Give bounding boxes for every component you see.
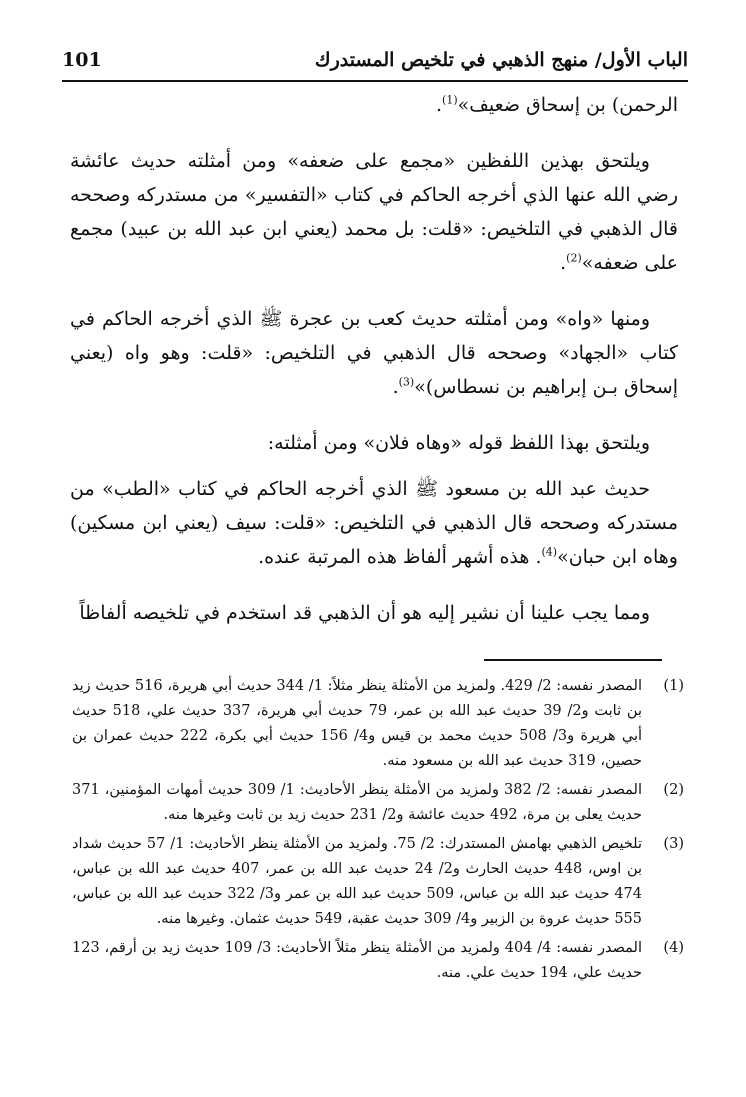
- paragraph-1-text: الرحمن) بن إسحاق ضعيف»: [457, 94, 678, 116]
- footnote: [72, 832, 684, 932]
- footnote-text: تلخيص الذهبي بهامش المستدرك: 2/ 75. ولمزيد من الأمثلة ينظر الأحاديث: 1/ 57 حديث شداد بن اوس، 448 حديث الحارث و2/ 24 حديث عبد الله بن عمر، 407 حديث عبد الله بن عباس، 474 حديث عبد الله بن عباس، 509 حديث عبد الله بن عمر و3/ 322 حديث عبد الله بن عباس، 555 حديث عروة بن الزبير و4/ 309 حديث عقبة، 549 حديث عثمان. وغيرها منه.: [72, 836, 643, 927]
- footnote-divider: [484, 659, 662, 661]
- paragraph-5-text: حديث عبد الله بن مسعود ﷺ الذي أخرجه الحاكم في كتاب «الطب» من مستدركه وصححه قال الذهبي في التلخيص: «قلت: سيف (يعني ابن مسكين) وهاه ابن حبان»: [70, 478, 678, 568]
- paragraph-5-tail: . هذه أشهر ألفاظ هذه المرتبة عنده.: [258, 546, 542, 568]
- paragraph-4: [70, 426, 678, 460]
- paragraph-3-text: ومنها «واه» ومن أمثلته حديث كعب بن عجرة ﷺ الذي أخرجه الحاكم في كتاب «الجهاد» وصححه قال الذهبي في التلخيص: «قلت: وهو واه (يعني إسحاق بـن إبراهيم بن نسطاس)»: [70, 308, 678, 398]
- paragraph-4-text: ويلتحق بهذا اللفظ قوله «وهاه فلان» ومن أمثلته:: [267, 432, 650, 454]
- footnote-ref-4: (4): [541, 545, 558, 559]
- footnote: [72, 778, 684, 828]
- footnote-text: المصدر نفسه: 4/ 404 ولمزيد من الأمثلة ينظر مثلاً الأحاديث: 3/ 109 حديث زيد بن أرقم، 123 حديث علي، 194 حديث علي. منه.: [72, 940, 643, 981]
- paragraph-3: ومنها «واه» ومن أمثلته حديث كعب بن عجرة ﷺ الذي أخرجه الحاكم في كتاب «الجهاد» وصححه قال الذهبي في التلخيص: «قلت: وهو واه (يعني إسحاق بـن إبراهيم بن نسطاس)»$^{(3)}$.: [70, 308, 678, 398]
- footnote-ref-1: (1): [442, 93, 458, 107]
- footnote-number: (3): [663, 836, 684, 852]
- footnote-text: المصدر نفسه: 2/ 429. ولمزيد من الأمثلة ينظر مثلاً: 1/ 344 حديث أبي هريرة، 516 حديث زيد بن ثابت و2/ 39 حديث عبد الله بن عمر، 79 حديث أبي هريرة، 337 حديث علي، 518 حديث أبي هريرة و3/ 508 حديث محمد بن قيس و4/ 156 حديث أبي بكرة، 222 حديث عمران بن حصين، 319 حديث عبد الله بن مسعود منه.: [72, 678, 643, 769]
- footnote-number: (4): [663, 940, 684, 956]
- footnotes: [72, 674, 684, 990]
- running-header: [62, 40, 688, 82]
- footnote-number: (1): [663, 678, 684, 694]
- footnote: [72, 936, 684, 986]
- footnote-number: (2): [663, 782, 684, 798]
- paragraph-2: ويلتحق بهذين اللفظين «مجمع على ضعفه» ومن أمثلته حديث عائشة رضي الله عنها الذي أخرجه الحاكم في كتاب «التفسير» من مستدركه وصححه قال الذهبي في التلخيص: «قلت: بل محمد (يعني ابن عبد الله بن عبيد) مجمع على ضعفه»$^{(2)}$.: [70, 150, 678, 274]
- paragraph-1: الرحمن) بن إسحاق ضعيف»$^{(1)}$.: [436, 93, 678, 116]
- paragraph-6-text: ومما يجب علينا أن نشير إليه هو أن الذهبي قد استخدم في تلخيصه ألفاظاً: [79, 602, 650, 624]
- paragraph-5: [70, 472, 678, 574]
- paragraph-2-text: ويلتحق بهذين اللفظين «مجمع على ضعفه» ومن أمثلته حديث عائشة رضي الله عنها الذي أخرجه الحاكم في كتاب «التفسير» من مستدركه وصححه قال الذهبي في التلخيص: «قلت: بل محمد (يعني ابن عبد الله بن عبيد) مجمع على ضعفه»: [70, 150, 678, 274]
- footnote-text: المصدر نفسه: 2/ 382 ولمزيد من الأمثلة ينظر الأحاديث: 1/ 309 حديث أمهات المؤمنين، 371 حديث يعلى بن مرة، 492 حديث عائشة و2/ 231 حديث زيد بن ثابت وغيرها منه.: [72, 782, 642, 823]
- footnote-ref-2: (2): [566, 251, 582, 265]
- paragraph-6: [70, 596, 678, 630]
- main-text: [70, 88, 678, 652]
- footnote-ref-3: (3): [398, 375, 415, 389]
- footnote: [72, 674, 684, 774]
- page-number: 101: [62, 49, 102, 71]
- chapter-title: الباب الأول/ منهج الذهبي في تلخيص المستدرك: [314, 49, 688, 71]
